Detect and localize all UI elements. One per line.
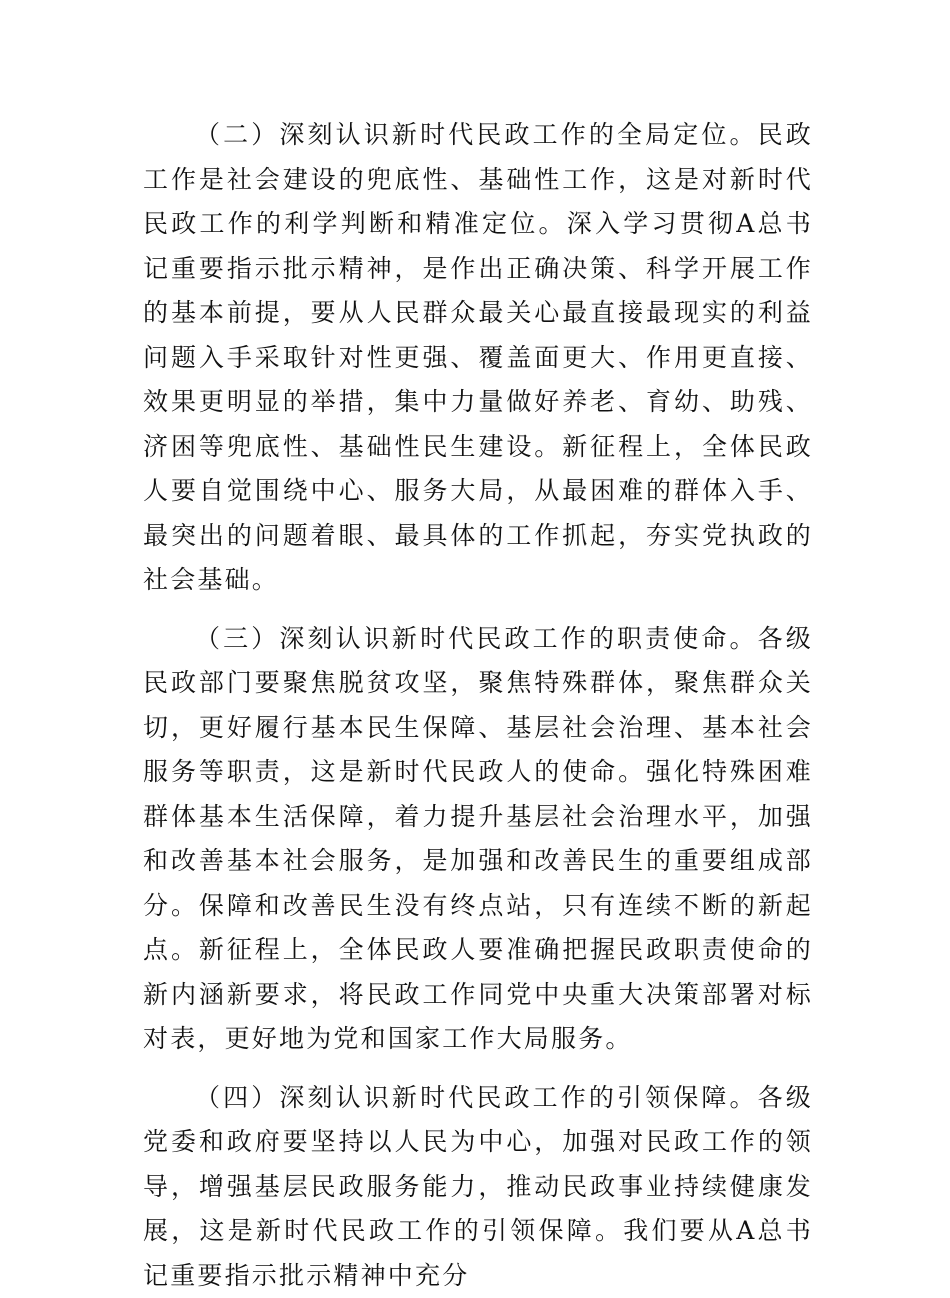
paragraph-section-2: （二）深刻认识新时代民政工作的全局定位。民政工作是社会建设的兜底性、基础性工作，这是对新时代民政工作的利学判断和精准定位。深入学习贯彻A总书记重要指示批示精神，是作出正确决策、科学开展工作的基本前提，要从人民群众最关心最直接最现实的利益问题入手采取针对性更强、覆盖面更大、作用更直接、效果更明显的举措，集中力量做好养老、育幼、助残、济困等兜底性、基础性民生建设。新征程上，全体民政人要自觉围绕中心、服务大局，从最困难的群体入手、最突出的问题着眼、最具体的工作抓起，夯实党执政的社会基础。 xyxy=(143,113,813,603)
document-body xyxy=(143,113,813,1298)
paragraph-section-4: （四）深刻认识新时代民政工作的引领保障。各级党委和政府要坚持以人民为中心，加强对民政工作的领导，增强基层民政服务能力，推动民政事业持续健康发展，这是新时代民政工作的引领保障。我们要从A总书记重要指示批示精神中充分 xyxy=(143,1076,813,1298)
paragraph-section-3: （三）深刻认识新时代民政工作的职责使命。各级民政部门要聚焦脱贫攻坚，聚焦特殊群体，聚焦群众关切，更好履行基本民生保障、基层社会治理、基本社会服务等职责，这是新时代民政人的使命。强化特殊困难群体基本生活保障，着力提升基层社会治理水平，加强和改善基本社会服务，是加强和改善民生的重要组成部分。保障和改善民生没有终点站，只有连续不断的新起点。新征程上，全体民政人要准确把握民政职责使命的新内涵新要求，将民政工作同党中央重大决策部署对标对表，更好地为党和国家工作大局服务。 xyxy=(143,617,813,1062)
